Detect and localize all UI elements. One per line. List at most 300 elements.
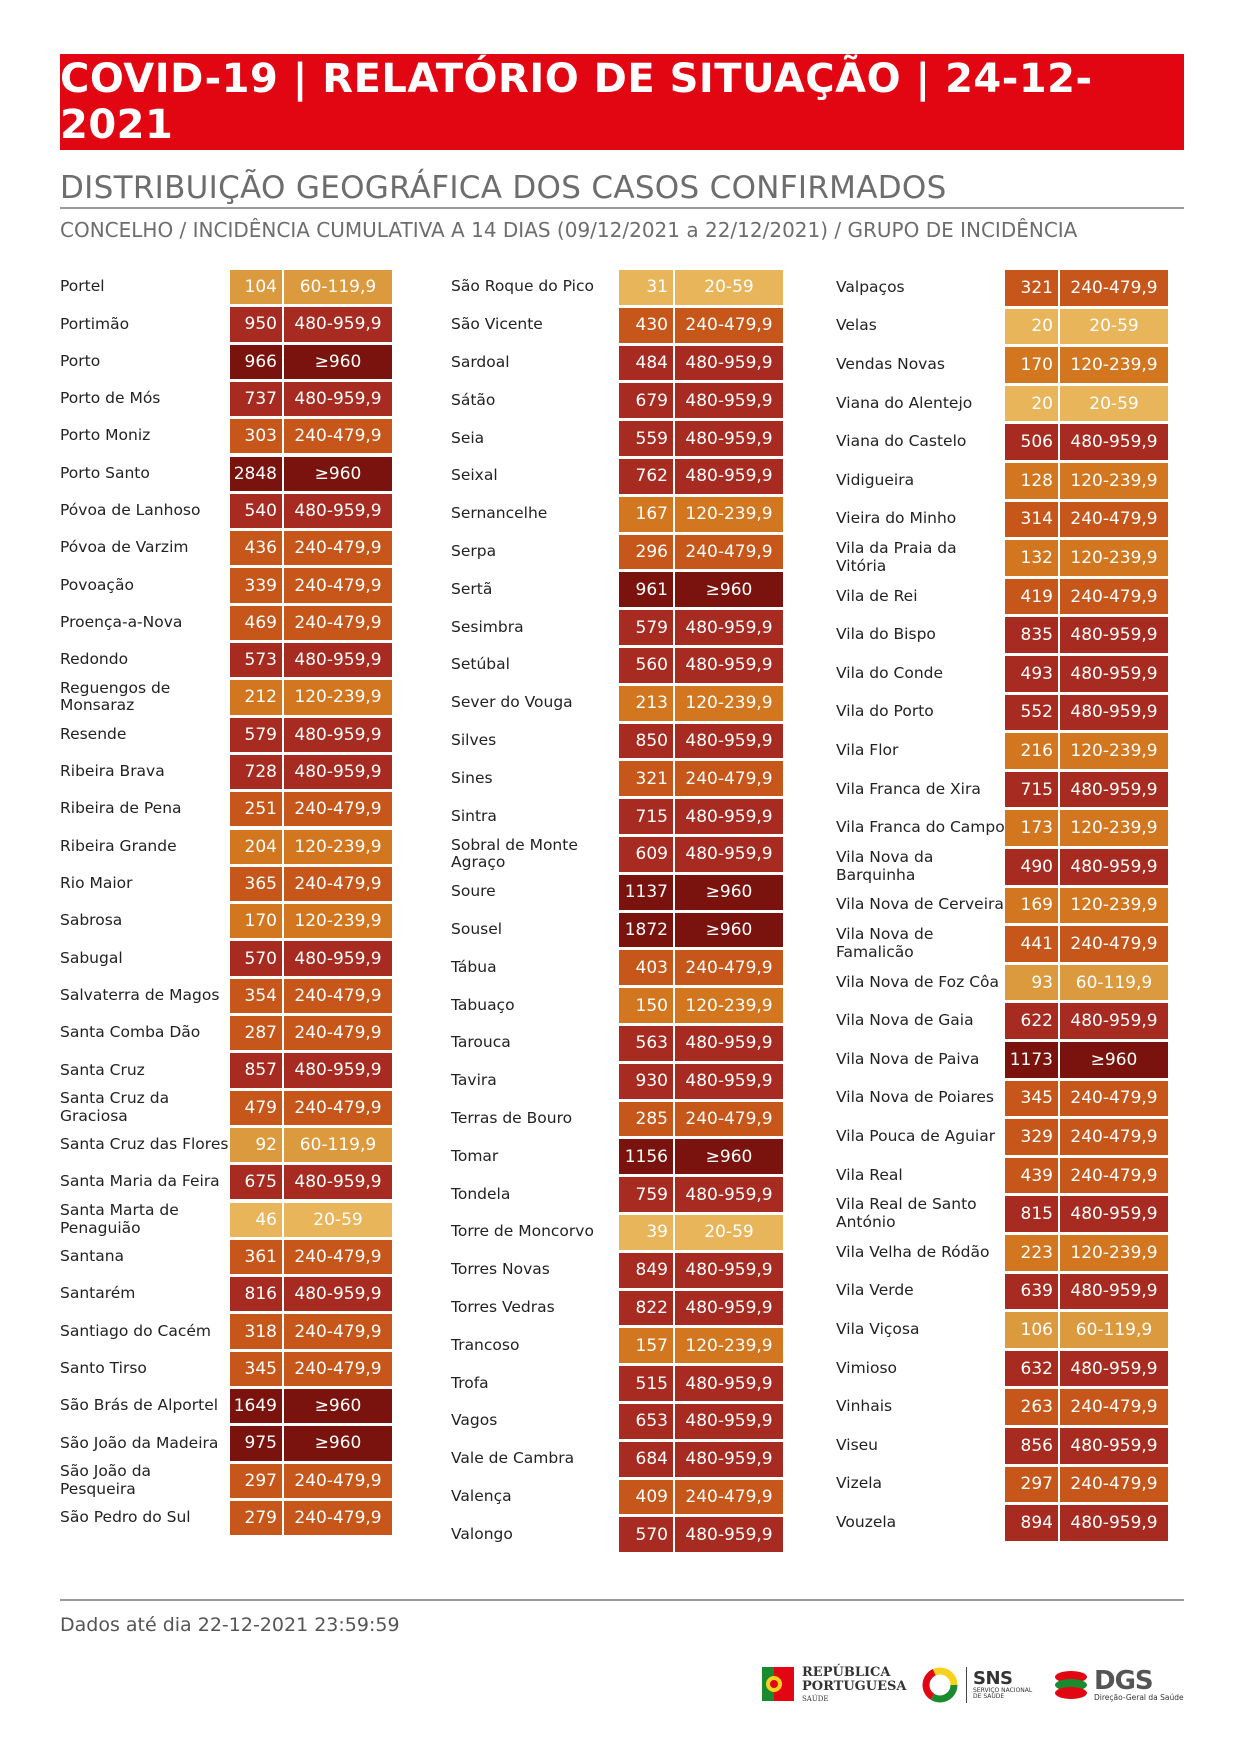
municipality-name: Vila de Rei bbox=[836, 586, 918, 605]
table-row bbox=[60, 979, 392, 1013]
table-row bbox=[60, 494, 392, 528]
incidence-group: 240-479,9 bbox=[675, 761, 783, 796]
incidence-group: ≥960 bbox=[1060, 1042, 1168, 1078]
municipality-name: Vale de Cambra bbox=[451, 1449, 575, 1468]
logo-text: Direção-Geral da Saúde bbox=[1094, 1693, 1184, 1703]
incidence-group: 20-59 bbox=[284, 1203, 392, 1237]
incidence-value: 493 bbox=[1005, 656, 1058, 692]
table-row bbox=[836, 540, 1168, 576]
municipality-name: Seixal bbox=[451, 466, 498, 485]
incidence-group: 240-479,9 bbox=[675, 950, 783, 985]
incidence-group: 120-239,9 bbox=[1060, 733, 1168, 769]
municipality-name: Terras de Bouro bbox=[451, 1109, 573, 1128]
incidence-value: 950 bbox=[230, 307, 282, 341]
incidence-value: 573 bbox=[230, 643, 282, 677]
incidence-group: 480-959,9 bbox=[1060, 1505, 1168, 1541]
incidence-value: 762 bbox=[619, 459, 673, 494]
municipality-name: Viseu bbox=[836, 1435, 879, 1454]
incidence-value: 263 bbox=[1005, 1389, 1058, 1425]
municipality-name: Vila Nova de Famalicão bbox=[836, 925, 934, 961]
incidence-group: ≥960 bbox=[675, 913, 783, 948]
table-row bbox=[451, 346, 783, 381]
incidence-group: 480-959,9 bbox=[675, 1253, 783, 1288]
incidence-group: 240-479,9 bbox=[675, 535, 783, 570]
table-row bbox=[60, 718, 392, 752]
incidence-group: 60-119,9 bbox=[284, 270, 392, 304]
table-row bbox=[451, 875, 783, 910]
logo-text: SAÚDE bbox=[802, 1695, 829, 1704]
table-row bbox=[60, 941, 392, 975]
table-row bbox=[836, 1467, 1168, 1503]
incidence-group: 120-239,9 bbox=[284, 904, 392, 938]
incidence-group: 480-959,9 bbox=[675, 383, 783, 418]
incidence-group: 480-959,9 bbox=[284, 755, 392, 789]
incidence-value: 850 bbox=[619, 724, 673, 759]
incidence-group: 240-479,9 bbox=[1060, 1119, 1168, 1155]
table-row bbox=[451, 535, 783, 570]
municipality-name: Sabugal bbox=[60, 948, 123, 967]
incidence-value: 93 bbox=[1005, 965, 1058, 1001]
incidence-value: 216 bbox=[1005, 733, 1058, 769]
municipality-name: Vila Real bbox=[836, 1165, 903, 1184]
table-row bbox=[451, 1064, 783, 1099]
municipality-name: Vila do Conde bbox=[836, 663, 944, 682]
report-title-banner bbox=[60, 54, 1184, 150]
incidence-group: 240-479,9 bbox=[284, 1016, 392, 1050]
table-row bbox=[836, 926, 1168, 962]
republica-portuguesa-logo bbox=[760, 1660, 907, 1710]
municipality-name: Vagos bbox=[451, 1411, 498, 1430]
municipality-name: Santa Cruz bbox=[60, 1060, 145, 1079]
incidence-value: 1156 bbox=[619, 1139, 673, 1174]
municipality-name: Torre de Moncorvo bbox=[451, 1222, 594, 1241]
municipality-name: Tomar bbox=[451, 1146, 499, 1165]
incidence-group: 480-959,9 bbox=[675, 1291, 783, 1326]
incidence-group: 240-479,9 bbox=[1060, 1389, 1168, 1425]
incidence-group: 480-959,9 bbox=[284, 643, 392, 677]
municipality-name: Seia bbox=[451, 428, 485, 447]
incidence-group: 480-959,9 bbox=[284, 718, 392, 752]
municipality-name: São Brás de Alportel bbox=[60, 1396, 219, 1415]
table-row bbox=[836, 617, 1168, 653]
table-row bbox=[60, 1426, 392, 1460]
incidence-group: 240-479,9 bbox=[284, 419, 392, 453]
table-row bbox=[60, 606, 392, 640]
table-row bbox=[836, 1003, 1168, 1039]
incidence-value: 579 bbox=[230, 718, 282, 752]
municipality-name: Velas bbox=[836, 316, 877, 335]
incidence-group: 120-239,9 bbox=[1060, 810, 1168, 846]
municipality-name: Vila Nova de Gaia bbox=[836, 1011, 974, 1030]
logo-text: SERVIÇO NACIONAL bbox=[973, 1687, 1033, 1694]
incidence-value: 966 bbox=[230, 345, 282, 379]
municipality-name: Resende bbox=[60, 724, 127, 743]
incidence-value: 170 bbox=[1005, 347, 1058, 383]
incidence-group: 480-959,9 bbox=[675, 724, 783, 759]
table-row bbox=[836, 386, 1168, 422]
table-row bbox=[60, 1016, 392, 1050]
incidence-group: 240-479,9 bbox=[1060, 270, 1168, 306]
incidence-value: 728 bbox=[230, 755, 282, 789]
incidence-group: 240-479,9 bbox=[675, 1102, 783, 1137]
incidence-group: 480-959,9 bbox=[675, 610, 783, 645]
table-row bbox=[451, 648, 783, 683]
incidence-value: 560 bbox=[619, 648, 673, 683]
incidence-group: 240-479,9 bbox=[284, 531, 392, 565]
table-row bbox=[836, 1274, 1168, 1310]
municipality-name: Tarouca bbox=[451, 1033, 511, 1052]
incidence-value: 46 bbox=[230, 1203, 282, 1237]
table-row bbox=[836, 270, 1168, 306]
municipality-name: Porto de Mós bbox=[60, 389, 161, 408]
table-row bbox=[836, 1235, 1168, 1271]
table-row bbox=[451, 421, 783, 456]
municipality-name: Valongo bbox=[451, 1524, 513, 1543]
municipality-name: Sabrosa bbox=[60, 911, 123, 930]
incidence-value: 975 bbox=[230, 1426, 282, 1460]
incidence-group: 480-959,9 bbox=[1060, 1351, 1168, 1387]
incidence-value: 104 bbox=[230, 270, 282, 304]
municipality-name: Vila Verde bbox=[836, 1281, 914, 1300]
municipality-name: Vila do Bispo bbox=[836, 625, 936, 644]
municipality-name: Sousel bbox=[451, 920, 503, 939]
table-row bbox=[60, 867, 392, 901]
incidence-value: 1137 bbox=[619, 875, 673, 910]
municipality-name: Póvoa de Lanhoso bbox=[60, 501, 201, 520]
incidence-group: 60-119,9 bbox=[1060, 1312, 1168, 1348]
incidence-group: 240-479,9 bbox=[1060, 502, 1168, 538]
incidence-value: 559 bbox=[619, 421, 673, 456]
municipality-name: Vila Nova da Barquinha bbox=[836, 847, 934, 884]
municipality-name: São Roque do Pico bbox=[451, 277, 594, 296]
incidence-value: 609 bbox=[619, 837, 673, 872]
municipality-name: Porto Santo bbox=[60, 463, 150, 482]
table-row bbox=[836, 1196, 1168, 1232]
table-row bbox=[451, 1026, 783, 1061]
portugal-flag-icon bbox=[760, 1663, 796, 1707]
table-row bbox=[836, 347, 1168, 383]
incidence-value: 835 bbox=[1005, 617, 1058, 653]
dgs-logo bbox=[1052, 1660, 1184, 1710]
municipality-name: Reguengos de Monsaraz bbox=[60, 678, 171, 715]
table-row bbox=[60, 345, 392, 379]
incidence-group: 20-59 bbox=[675, 1215, 783, 1250]
incidence-group: 480-959,9 bbox=[1060, 1274, 1168, 1310]
incidence-group: 480-959,9 bbox=[1060, 1196, 1168, 1232]
incidence-value: 128 bbox=[1005, 463, 1058, 499]
incidence-group: 120-239,9 bbox=[284, 830, 392, 864]
table-row bbox=[451, 761, 783, 796]
municipality-name: Póvoa de Varzim bbox=[60, 538, 189, 557]
incidence-value: 285 bbox=[619, 1102, 673, 1137]
footer-divider bbox=[60, 1599, 1184, 1601]
municipality-name: Tondela bbox=[451, 1184, 511, 1203]
incidence-value: 279 bbox=[230, 1501, 282, 1535]
incidence-group: 480-959,9 bbox=[675, 346, 783, 381]
incidence-value: 2848 bbox=[230, 457, 282, 491]
municipality-name: Santa Comba Dão bbox=[60, 1023, 201, 1042]
incidence-value: 439 bbox=[1005, 1158, 1058, 1194]
incidence-group: 480-959,9 bbox=[284, 494, 392, 528]
incidence-group: 480-959,9 bbox=[675, 799, 783, 834]
incidence-value: 20 bbox=[1005, 386, 1058, 422]
table-row bbox=[60, 1461, 392, 1498]
incidence-group: 480-959,9 bbox=[675, 421, 783, 456]
data-cutoff-note: Dados até dia 22-12-2021 23:59:59 bbox=[60, 1614, 400, 1636]
table-row bbox=[836, 733, 1168, 769]
municipality-name: Proença-a-Nova bbox=[60, 612, 183, 631]
table-row bbox=[836, 965, 1168, 1001]
incidence-value: 314 bbox=[1005, 502, 1058, 538]
incidence-group: 480-959,9 bbox=[675, 1026, 783, 1061]
municipality-name: Setúbal bbox=[451, 655, 510, 674]
incidence-value: 173 bbox=[1005, 810, 1058, 846]
incidence-value: 223 bbox=[1005, 1235, 1058, 1271]
incidence-value: 297 bbox=[1005, 1467, 1058, 1503]
incidence-value: 169 bbox=[1005, 888, 1058, 924]
incidence-value: 849 bbox=[619, 1253, 673, 1288]
incidence-value: 552 bbox=[1005, 695, 1058, 731]
municipality-name: Vidigueira bbox=[836, 470, 915, 489]
incidence-value: 436 bbox=[230, 531, 282, 565]
municipality-name: Ribeira Brava bbox=[60, 762, 165, 781]
incidence-value: 579 bbox=[619, 610, 673, 645]
municipality-name: Povoação bbox=[60, 575, 134, 594]
municipality-name: São João da Madeira bbox=[60, 1433, 219, 1452]
incidence-value: 1173 bbox=[1005, 1042, 1058, 1078]
incidence-group: 240-479,9 bbox=[284, 1352, 392, 1386]
incidence-value: 170 bbox=[230, 904, 282, 938]
municipality-name: Rio Maior bbox=[60, 874, 133, 893]
municipality-name: Viana do Castelo bbox=[836, 432, 967, 451]
incidence-group: 120-239,9 bbox=[1060, 347, 1168, 383]
table-row bbox=[60, 1389, 392, 1423]
table-row bbox=[451, 950, 783, 985]
table-row bbox=[60, 1501, 392, 1535]
municipality-name: Serpa bbox=[451, 542, 497, 561]
table-row bbox=[451, 1139, 783, 1174]
municipality-name: Portimão bbox=[60, 314, 130, 333]
incidence-group: 240-479,9 bbox=[284, 792, 392, 826]
incidence-group: 240-479,9 bbox=[284, 606, 392, 640]
table-row bbox=[60, 792, 392, 826]
incidence-group: 480-959,9 bbox=[284, 941, 392, 975]
table-row bbox=[451, 270, 783, 305]
table-row bbox=[836, 810, 1168, 846]
table-row bbox=[60, 680, 392, 714]
table-row bbox=[836, 1312, 1168, 1348]
incidence-value: 930 bbox=[619, 1064, 673, 1099]
municipality-name: Sever do Vouga bbox=[451, 693, 573, 712]
incidence-value: 570 bbox=[230, 941, 282, 975]
municipality-name: Vila Pouca de Aguiar bbox=[836, 1127, 996, 1146]
municipality-name: Santo Tirso bbox=[60, 1358, 147, 1377]
table-row bbox=[60, 1240, 392, 1274]
incidence-value: 296 bbox=[619, 535, 673, 570]
incidence-group: 240-479,9 bbox=[284, 1091, 392, 1125]
sns-logo bbox=[920, 1660, 1032, 1710]
table-row bbox=[60, 1088, 392, 1125]
incidence-group: 480-959,9 bbox=[675, 1064, 783, 1099]
incidence-group: 480-959,9 bbox=[284, 1165, 392, 1199]
table-row bbox=[60, 457, 392, 491]
table-row bbox=[451, 686, 783, 721]
incidence-group: 480-959,9 bbox=[675, 459, 783, 494]
table-row bbox=[451, 572, 783, 607]
incidence-value: 632 bbox=[1005, 1351, 1058, 1387]
table-row bbox=[60, 1352, 392, 1386]
table-row bbox=[836, 1119, 1168, 1155]
incidence-value: 321 bbox=[1005, 270, 1058, 306]
municipality-name: Salvaterra de Magos bbox=[60, 985, 220, 1004]
incidence-group: 480-959,9 bbox=[284, 1277, 392, 1311]
municipality-name: Vila Real de Santo António bbox=[836, 1195, 977, 1232]
municipality-name: Sertã bbox=[451, 579, 493, 598]
incidence-group: 240-479,9 bbox=[1060, 1158, 1168, 1194]
table-row bbox=[60, 1165, 392, 1199]
table-row bbox=[60, 419, 392, 453]
table-row bbox=[836, 1505, 1168, 1541]
incidence-value: 409 bbox=[619, 1480, 673, 1515]
municipality-name: Trancoso bbox=[451, 1335, 520, 1354]
incidence-group: 480-959,9 bbox=[1060, 656, 1168, 692]
table-row bbox=[60, 1053, 392, 1087]
municipality-name: Trofa bbox=[451, 1373, 489, 1392]
incidence-group: 480-959,9 bbox=[284, 382, 392, 416]
incidence-group: 60-119,9 bbox=[284, 1128, 392, 1162]
municipality-name: São João da Pesqueira bbox=[60, 1461, 152, 1498]
table-row bbox=[60, 270, 392, 304]
table-row bbox=[451, 988, 783, 1023]
incidence-value: 961 bbox=[619, 572, 673, 607]
incidence-value: 857 bbox=[230, 1053, 282, 1087]
municipality-name: Santiago do Cacém bbox=[60, 1321, 212, 1340]
table-row bbox=[451, 1177, 783, 1212]
incidence-group: 240-479,9 bbox=[284, 568, 392, 602]
municipality-name: Tábua bbox=[451, 957, 497, 976]
incidence-value: 822 bbox=[619, 1291, 673, 1326]
section-title: DISTRIBUIÇÃO GEOGRÁFICA DOS CASOS CONFIRMADOS bbox=[60, 170, 947, 206]
municipality-name: Vinhais bbox=[836, 1397, 893, 1416]
table-row bbox=[836, 1081, 1168, 1117]
incidence-group: 240-479,9 bbox=[1060, 1467, 1168, 1503]
table-row bbox=[451, 1102, 783, 1137]
incidence-value: 856 bbox=[1005, 1428, 1058, 1464]
incidence-value: 157 bbox=[619, 1328, 673, 1363]
municipality-name: Valpaços bbox=[836, 277, 905, 296]
municipality-name: Santarém bbox=[60, 1284, 136, 1303]
municipality-name: Vila da Praia da Vitória bbox=[836, 539, 957, 575]
incidence-group: 480-959,9 bbox=[1060, 1003, 1168, 1039]
incidence-group: ≥960 bbox=[675, 1139, 783, 1174]
municipality-name: Porto bbox=[60, 351, 101, 370]
incidence-value: 1649 bbox=[230, 1389, 282, 1423]
incidence-group: 240-479,9 bbox=[1060, 926, 1168, 962]
incidence-group: 480-959,9 bbox=[675, 1404, 783, 1439]
municipality-name: São Pedro do Sul bbox=[60, 1508, 191, 1527]
incidence-value: 39 bbox=[619, 1215, 673, 1250]
incidence-value: 715 bbox=[619, 799, 673, 834]
incidence-value: 297 bbox=[230, 1464, 282, 1498]
incidence-group: 480-959,9 bbox=[675, 1177, 783, 1212]
dgs-emblem-icon bbox=[1052, 1665, 1090, 1705]
table-row bbox=[451, 799, 783, 834]
incidence-value: 441 bbox=[1005, 926, 1058, 962]
incidence-group: 240-479,9 bbox=[284, 1314, 392, 1348]
municipality-name: Vila do Porto bbox=[836, 702, 934, 721]
incidence-group: 20-59 bbox=[1060, 386, 1168, 422]
incidence-group: 480-959,9 bbox=[1060, 424, 1168, 460]
incidence-value: 132 bbox=[1005, 540, 1058, 576]
table-row bbox=[451, 1253, 783, 1288]
incidence-value: 430 bbox=[619, 308, 673, 343]
incidence-value: 684 bbox=[619, 1442, 673, 1477]
municipality-name: Tavira bbox=[451, 1071, 497, 1090]
municipality-name: Sardoal bbox=[451, 353, 510, 372]
table-row bbox=[836, 1351, 1168, 1387]
municipality-name: Santa Cruz das Flores bbox=[60, 1135, 229, 1154]
municipality-name: Santana bbox=[60, 1247, 125, 1266]
incidence-group: 120-239,9 bbox=[675, 686, 783, 721]
municipality-name: Vieira do Minho bbox=[836, 509, 957, 528]
table-row bbox=[60, 1200, 392, 1237]
incidence-value: 321 bbox=[619, 761, 673, 796]
incidence-value: 345 bbox=[230, 1352, 282, 1386]
incidence-value: 515 bbox=[619, 1366, 673, 1401]
municipality-name: Sintra bbox=[451, 806, 497, 825]
incidence-group: ≥960 bbox=[675, 875, 783, 910]
incidence-group: 120-239,9 bbox=[675, 1328, 783, 1363]
table-row bbox=[451, 913, 783, 948]
incidence-group: ≥960 bbox=[284, 345, 392, 379]
table-row bbox=[836, 1158, 1168, 1194]
municipality-name: Vila Franca de Xira bbox=[836, 779, 981, 798]
incidence-group: 120-239,9 bbox=[1060, 540, 1168, 576]
incidence-value: 815 bbox=[1005, 1196, 1058, 1232]
incidence-value: 31 bbox=[619, 270, 673, 305]
incidence-value: 303 bbox=[230, 419, 282, 453]
table-row bbox=[60, 307, 392, 341]
table-row bbox=[451, 497, 783, 532]
incidence-group: 480-959,9 bbox=[675, 1366, 783, 1401]
table-row bbox=[451, 1404, 783, 1439]
incidence-value: 639 bbox=[1005, 1274, 1058, 1310]
table-row bbox=[836, 463, 1168, 499]
incidence-group: 120-239,9 bbox=[284, 680, 392, 714]
municipality-name: Tabuaço bbox=[451, 995, 515, 1014]
table-row bbox=[836, 502, 1168, 538]
table-row bbox=[836, 1389, 1168, 1425]
table-row bbox=[836, 1042, 1168, 1078]
municipality-name: Ribeira de Pena bbox=[60, 799, 182, 818]
logo-text: REPÚBLICA bbox=[802, 1665, 891, 1681]
table-row bbox=[451, 1328, 783, 1363]
incidence-group: 120-239,9 bbox=[1060, 1235, 1168, 1271]
incidence-value: 329 bbox=[1005, 1119, 1058, 1155]
incidence-value: 20 bbox=[1005, 309, 1058, 345]
incidence-group: 480-959,9 bbox=[1060, 1428, 1168, 1464]
municipality-name: Viana do Alentejo bbox=[836, 393, 973, 412]
incidence-group: 480-959,9 bbox=[675, 648, 783, 683]
incidence-value: 150 bbox=[619, 988, 673, 1023]
incidence-value: 318 bbox=[230, 1314, 282, 1348]
incidence-group: 240-479,9 bbox=[284, 1240, 392, 1274]
incidence-value: 204 bbox=[230, 830, 282, 864]
municipality-name: Torres Vedras bbox=[451, 1298, 555, 1317]
incidence-value: 403 bbox=[619, 950, 673, 985]
table-row bbox=[836, 888, 1168, 924]
table-row bbox=[60, 1277, 392, 1311]
